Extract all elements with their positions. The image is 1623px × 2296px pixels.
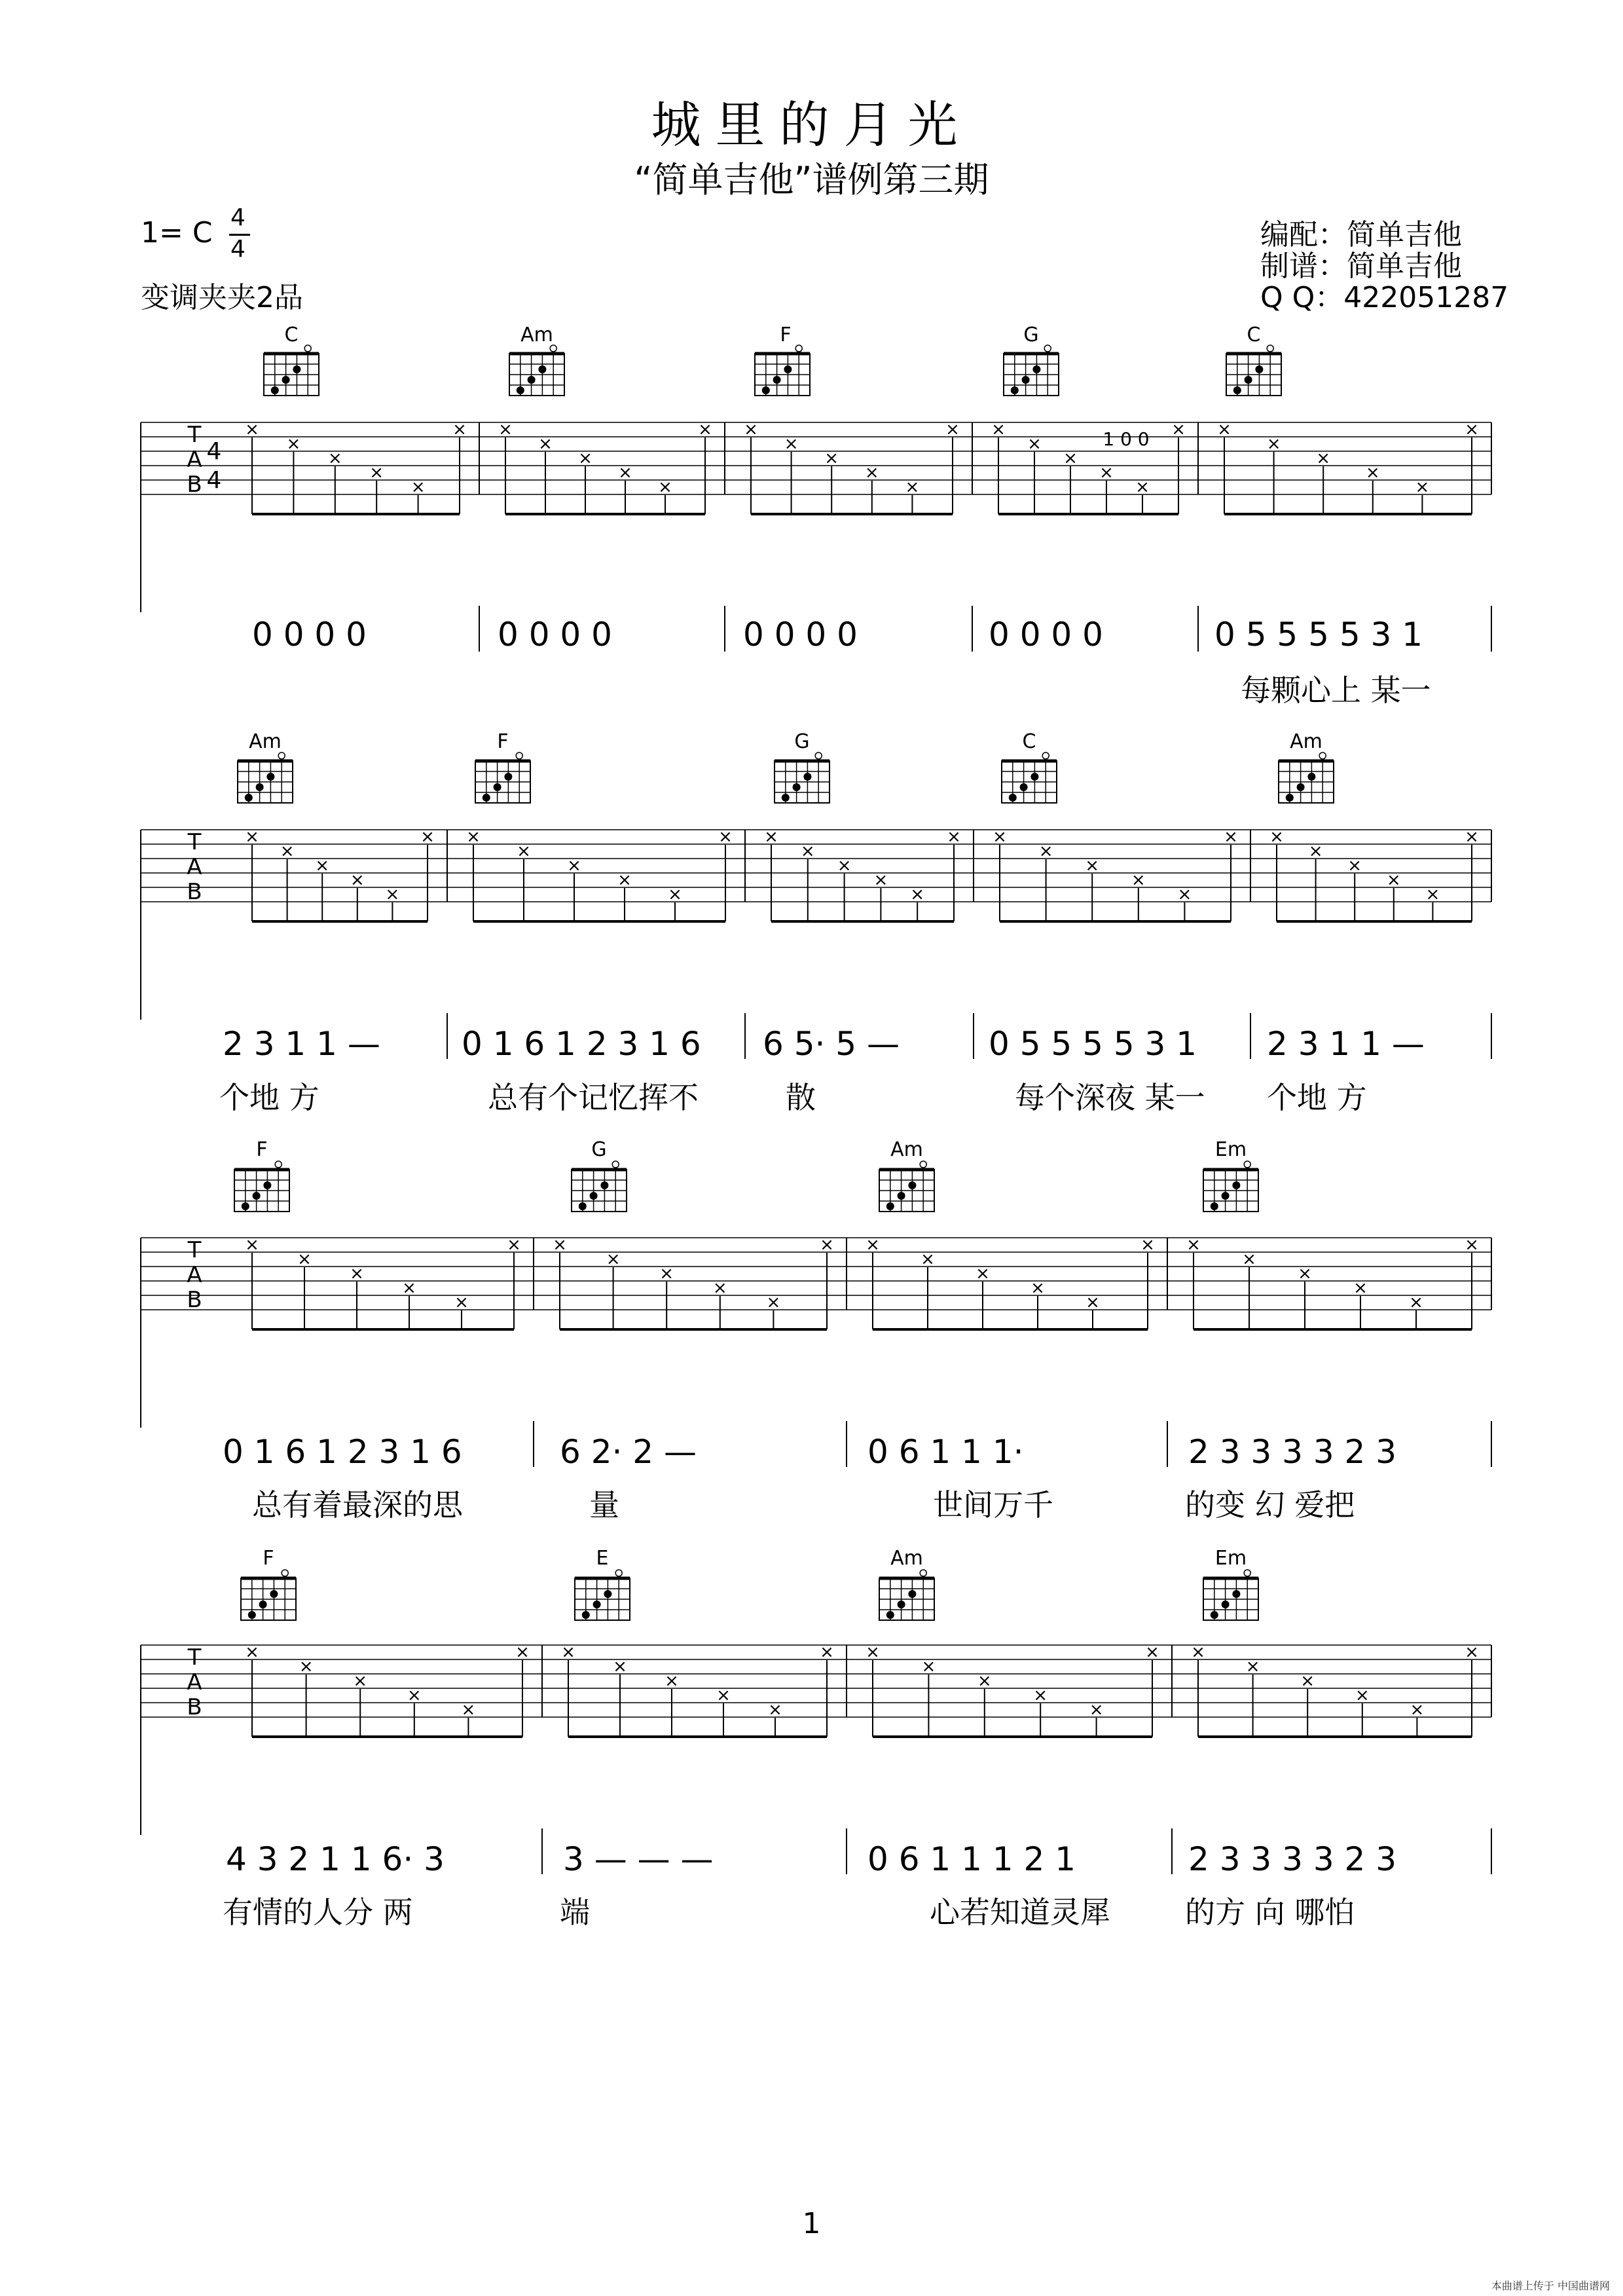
finger-dot [494, 783, 501, 791]
tab-note-mark: × [567, 856, 581, 876]
tab-note-mark: × [245, 1235, 259, 1255]
arranger: 编配：简单吉他 [1260, 218, 1462, 251]
finger-dot [483, 794, 490, 802]
tab-note-mark: × [245, 420, 259, 439]
tab-note-mark: × [245, 1642, 259, 1662]
finger-dot [908, 1590, 916, 1598]
tab-note-mark: × [1027, 434, 1042, 454]
song-title: 城里的月光 [651, 96, 972, 154]
chord-name: G [794, 730, 810, 753]
open-string-mark [612, 1161, 619, 1168]
tab-note-mark: × [578, 449, 593, 468]
tab-note-mark: × [784, 434, 799, 454]
tab-note-mark: × [517, 842, 531, 861]
tab-label-b: B [187, 1287, 202, 1313]
notation-measure: 0 0 0 0 [252, 616, 367, 654]
tab-time-bottom: 4 [206, 467, 222, 494]
tab-note-mark: × [1186, 1235, 1201, 1255]
tab-fret-numbers: 1 0 0 [1103, 428, 1150, 450]
notation-measure: 0 1 6 1 2 3 1 6 [223, 1433, 462, 1471]
tab-note-mark: × [1409, 1293, 1423, 1312]
lyric-line: 总有个记忆挥不 [488, 1080, 699, 1115]
finger-dot [270, 1590, 278, 1598]
finger-dot [256, 783, 264, 791]
tab-note-mark: × [764, 827, 778, 847]
finger-dot [517, 386, 524, 394]
tab-note-mark: × [716, 1686, 731, 1705]
finger-dot [886, 1611, 894, 1619]
tab-note-mark: × [538, 434, 553, 454]
finger-dot [1030, 773, 1038, 781]
finger-dot [773, 376, 781, 384]
tab-note-mark: × [947, 827, 961, 847]
open-string-mark [615, 1570, 622, 1576]
tab-note-mark: × [315, 856, 330, 876]
tab-note-mark: × [1085, 1293, 1100, 1312]
notation-measure: 2 3 3 3 3 2 3 [1188, 1840, 1397, 1878]
chord-name: F [256, 1138, 268, 1161]
notation-measure: 0 5 5 5 5 3 1 [1214, 616, 1423, 654]
tab-note-mark: × [1224, 827, 1238, 847]
notation-measure: 0 5 5 5 5 3 1 [989, 1025, 1197, 1063]
finger-dot [1232, 1181, 1240, 1189]
tab-label-a: A [187, 447, 202, 473]
lyric-line: 散 [786, 1080, 816, 1115]
tab-note-mark: × [410, 477, 426, 497]
tab-note-mark: × [665, 1671, 679, 1691]
tab-note-mark: × [1245, 1657, 1260, 1676]
chord-name: C [1022, 730, 1036, 753]
time-signature-bottom: 4 [230, 236, 246, 263]
notation-measure: 2 3 1 1 — [223, 1025, 380, 1063]
site-watermark: 本曲谱上传于 中国曲谱网 [1491, 2280, 1610, 2292]
tab-note-mark: × [297, 1250, 312, 1269]
notation-measure: 0 0 0 0 [743, 616, 858, 654]
tab-note-mark: × [1191, 1642, 1205, 1662]
finger-dot [263, 1181, 271, 1189]
finger-dot [1032, 365, 1040, 373]
chord-name: Am [890, 1547, 923, 1570]
finger-dot [538, 365, 546, 373]
tab-note-mark: × [744, 420, 758, 439]
tab-label-b: B [187, 1694, 202, 1720]
tab-note-mark: × [1177, 885, 1192, 904]
open-string-mark [282, 1570, 288, 1576]
finger-dot [1020, 783, 1028, 791]
tab-note-mark: × [1465, 1642, 1479, 1662]
song-subtitle: “简单吉他”谱例第三期 [634, 159, 989, 200]
tab-label-t: T [187, 1237, 202, 1263]
open-string-mark [920, 1570, 926, 1576]
finger-dot [1009, 794, 1017, 802]
tab-label-t: T [187, 422, 202, 448]
tab-note-mark: × [1365, 463, 1380, 483]
tab-note-mark: × [299, 1657, 314, 1676]
key-signature: 1= C [141, 216, 213, 250]
tab-note-mark: × [659, 1264, 674, 1284]
finger-dot [528, 376, 536, 384]
tab-note-mark: × [1145, 1642, 1159, 1662]
tab-note-mark: × [507, 1235, 521, 1255]
finger-dot [1255, 365, 1263, 373]
tab-note-mark: × [921, 1657, 936, 1676]
chord-name: Am [890, 1138, 923, 1161]
notation-measure: 0 0 0 0 [989, 616, 1103, 654]
tab-note-mark: × [910, 885, 925, 904]
notation-measure: 0 6 1 1 1· [867, 1433, 1024, 1471]
finger-dot [600, 1181, 608, 1189]
finger-dot [271, 386, 279, 394]
lyric-line: 量 [589, 1487, 619, 1523]
tab-note-mark: × [1355, 1686, 1370, 1705]
open-string-mark [278, 752, 285, 759]
chord-name: Am [249, 730, 282, 753]
finger-dot [898, 1192, 905, 1200]
notation-measure: 2 3 1 1 — [1267, 1025, 1425, 1063]
tab-label-a: A [187, 1262, 202, 1288]
finger-dot [504, 773, 512, 781]
tab-note-mark: × [606, 1250, 621, 1269]
tab-note-mark: × [668, 885, 682, 904]
tab-label-b: B [187, 472, 202, 498]
tab-note-mark: × [658, 477, 672, 497]
tab-note-mark: × [1386, 870, 1401, 890]
capo-note: 变调夹夹2品 [141, 281, 303, 314]
chord-name: G [1023, 324, 1039, 346]
open-string-mark [516, 752, 522, 759]
tab-note-mark: × [1300, 1671, 1315, 1691]
open-string-mark [1319, 752, 1326, 759]
open-string-mark [1042, 752, 1049, 759]
lyric-line: 总有着最深的思 [252, 1487, 463, 1523]
notation-measure: 6 2· 2 — [560, 1433, 697, 1471]
finger-dot [245, 794, 253, 802]
tab-note-mark: × [866, 1642, 880, 1662]
tab-note-mark: × [1217, 420, 1231, 439]
tab-label-t: T [187, 829, 202, 855]
lyric-line: 端 [560, 1895, 590, 1930]
tab-note-mark: × [1131, 870, 1146, 890]
finger-dot [242, 1202, 249, 1210]
tab-note-mark: × [245, 827, 259, 847]
open-string-mark [275, 1161, 282, 1168]
chord-name: E [596, 1547, 609, 1570]
transcriber: 制谱：简单吉他 [1260, 250, 1462, 283]
tab-note-mark: × [837, 856, 852, 876]
finger-dot [1297, 783, 1305, 791]
notation-measure: 0 1 6 1 2 3 1 6 [462, 1025, 701, 1063]
tab-note-mark: × [1465, 420, 1479, 439]
finger-dot [282, 376, 290, 384]
tab-note-mark: × [977, 1671, 992, 1691]
finger-dot [1245, 376, 1252, 384]
tab-note-mark: × [820, 1642, 834, 1662]
time-signature-top: 4 [230, 204, 246, 231]
chord-name: Am [520, 324, 553, 346]
tab-note-mark: × [420, 827, 435, 847]
open-string-mark [1244, 1161, 1250, 1168]
tab-note-mark: × [561, 1642, 575, 1662]
tab-label-a: A [187, 1669, 202, 1695]
finger-dot [908, 1181, 916, 1189]
notation-measure: 0 6 1 1 1 2 1 [867, 1840, 1076, 1878]
finger-dot [784, 365, 792, 373]
tab-note-mark: × [498, 420, 513, 439]
chord-name: F [497, 730, 509, 753]
finger-dot [1222, 1601, 1230, 1608]
finger-dot [886, 1202, 894, 1210]
tab-note-mark: × [1410, 1700, 1425, 1720]
tab-note-mark: × [1465, 827, 1479, 847]
lyric-line: 个地 方 [219, 1080, 319, 1115]
tab-note-mark: × [1353, 1278, 1368, 1298]
notation-measure: 0 0 0 0 [498, 616, 612, 654]
tab-note-mark: × [618, 463, 632, 483]
tab-note-mark: × [369, 463, 384, 483]
finger-dot [1022, 376, 1030, 384]
tab-note-mark: × [553, 1235, 567, 1255]
finger-dot [253, 1192, 261, 1200]
open-string-mark [815, 752, 822, 759]
tab-note-mark: × [385, 885, 400, 904]
finger-dot [579, 1202, 587, 1210]
tab-note-mark: × [1415, 477, 1430, 497]
tab-note-mark: × [1171, 420, 1186, 439]
tab-note-mark: × [1316, 449, 1331, 468]
finger-dot [782, 794, 790, 802]
tab-label-t: T [187, 1644, 202, 1671]
tab-note-mark: × [1425, 885, 1440, 904]
finger-dot [1233, 386, 1241, 394]
lyric-line: 的变 幻 爱把 [1185, 1487, 1355, 1523]
notation-measure: 2 3 3 3 3 2 3 [1188, 1433, 1397, 1471]
tab-note-mark: × [466, 827, 481, 847]
chord-name: Am [1290, 730, 1322, 753]
finger-dot [1211, 1202, 1218, 1210]
tab-note-mark: × [1135, 477, 1150, 497]
finger-dot [1211, 1611, 1218, 1619]
finger-dot [259, 1601, 267, 1608]
tab-note-mark: × [1298, 1264, 1312, 1284]
tab-note-mark: × [1030, 1278, 1045, 1298]
tab-note-mark: × [515, 1642, 530, 1662]
tab-note-mark: × [461, 1700, 476, 1720]
tab-label-a: A [187, 854, 202, 880]
notation-measure: 3 — — — [563, 1840, 714, 1878]
tab-note-mark: × [1033, 1686, 1048, 1705]
tab-note-mark: × [353, 1671, 368, 1691]
tab-note-mark: × [945, 420, 960, 439]
open-string-mark [920, 1161, 926, 1168]
finger-dot [898, 1601, 905, 1608]
finger-dot [1232, 1590, 1240, 1598]
tab-note-mark: × [824, 449, 839, 468]
tab-note-mark: × [712, 1278, 727, 1298]
finger-dot [293, 365, 301, 373]
tab-note-mark: × [1269, 827, 1284, 847]
tab-note-mark: × [864, 463, 879, 483]
chord-name: C [1247, 324, 1261, 346]
finger-dot [803, 773, 811, 781]
tab-note-mark: × [286, 434, 301, 454]
lyric-line: 每个深夜 某一 [1015, 1080, 1205, 1115]
tab-note-mark: × [407, 1686, 422, 1705]
tab-note-mark: × [1099, 463, 1114, 483]
tab-note-mark: × [402, 1278, 416, 1298]
qq-contact: Q Q：422051287 [1260, 281, 1509, 314]
tab-note-mark: × [1085, 856, 1100, 876]
tab-note-mark: × [991, 420, 1006, 439]
tab-note-mark: × [1465, 1235, 1479, 1255]
tab-note-mark: × [905, 477, 920, 497]
finger-dot [604, 1590, 611, 1598]
finger-dot [593, 1601, 601, 1608]
chord-name: Em [1214, 1547, 1247, 1570]
tab-note-mark: × [1347, 856, 1362, 876]
lyric-line: 的方 向 哪怕 [1185, 1895, 1355, 1930]
tab-note-mark: × [766, 1293, 781, 1312]
tab-note-mark: × [976, 1264, 990, 1284]
chord-name: F [780, 324, 792, 346]
tab-note-mark: × [718, 827, 733, 847]
tab-note-mark: × [1266, 434, 1281, 454]
chord-name: G [591, 1138, 607, 1161]
finger-dot [266, 773, 274, 781]
chord-name: Em [1214, 1138, 1247, 1161]
tab-note-mark: × [1308, 842, 1323, 861]
tab-note-mark: × [800, 842, 815, 861]
tab-note-mark: × [280, 842, 295, 861]
finger-dot [762, 386, 770, 394]
tab-note-mark: × [1038, 842, 1053, 861]
page-number: 1 [802, 2207, 821, 2240]
open-string-mark [1244, 1570, 1250, 1576]
finger-dot [248, 1611, 256, 1619]
tab-note-mark: × [613, 1657, 627, 1676]
lyric-line: 有情的人分 两 [223, 1895, 413, 1930]
tab-note-mark: × [993, 827, 1007, 847]
chord-name: C [284, 324, 299, 346]
tab-note-mark: × [866, 1235, 880, 1255]
tab-note-mark: × [768, 1700, 782, 1720]
tab-note-mark: × [350, 1264, 364, 1284]
finger-dot [793, 783, 801, 791]
lyric-line: 心若知道灵犀 [930, 1895, 1110, 1930]
lyric-line: 个地 方 [1267, 1080, 1367, 1115]
finger-dot [1286, 794, 1294, 802]
finger-dot [1222, 1192, 1230, 1200]
tab-time-top: 4 [206, 438, 222, 465]
finger-dot [1011, 386, 1019, 394]
tab-note-mark: × [1063, 449, 1078, 468]
tab-note-mark: × [617, 870, 632, 890]
notation-measure: 6 5· 5 — [763, 1025, 900, 1063]
tab-note-mark: × [1089, 1700, 1104, 1720]
tab-label-b: B [187, 879, 202, 905]
tab-note-mark: × [1140, 1235, 1155, 1255]
tab-note-mark: × [873, 870, 888, 890]
notation-measure: 4 3 2 1 1 6· 3 [226, 1840, 445, 1878]
tab-note-mark: × [327, 449, 342, 468]
tab-note-mark: × [1242, 1250, 1256, 1269]
finger-dot [582, 1611, 590, 1619]
chord-name: F [263, 1547, 274, 1570]
tab-note-mark: × [921, 1250, 935, 1269]
tab-note-mark: × [350, 870, 365, 890]
tab-note-mark: × [820, 1235, 834, 1255]
finger-dot [590, 1192, 598, 1200]
tab-note-mark: × [698, 420, 712, 439]
lyric-line: 每颗心上 某一 [1241, 673, 1431, 708]
tab-note-mark: × [452, 420, 467, 439]
lyric-line: 世间万千 [933, 1487, 1053, 1523]
tab-note-mark: × [454, 1293, 469, 1312]
finger-dot [1307, 773, 1315, 781]
